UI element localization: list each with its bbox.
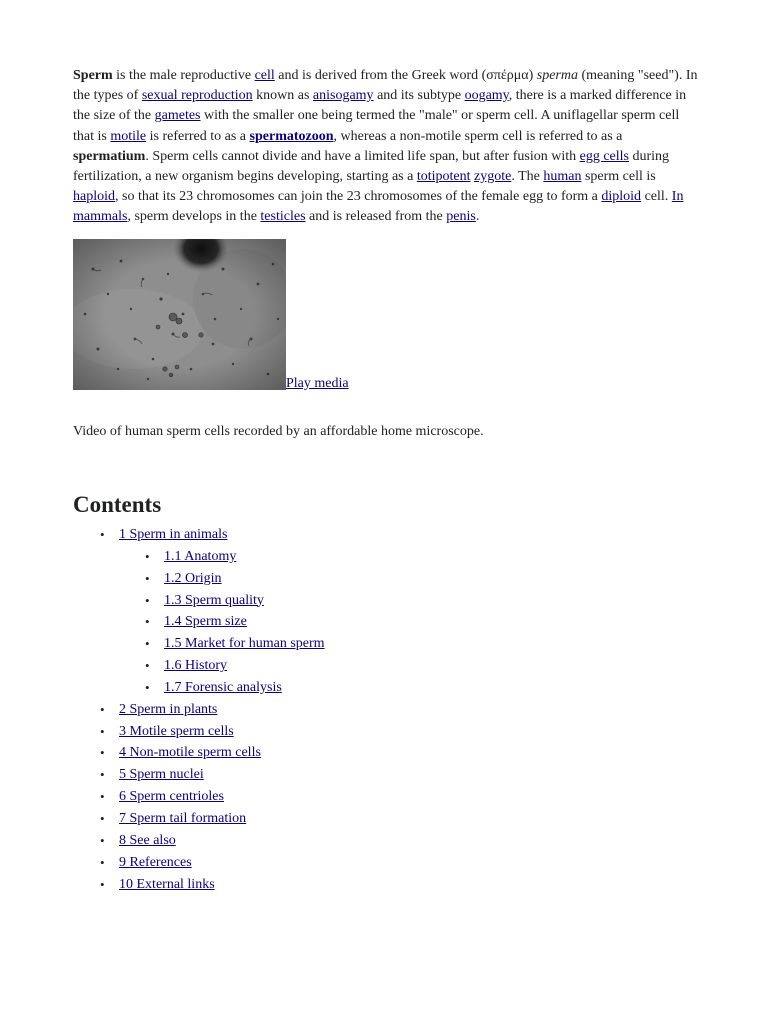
bullet-icon: • [100,854,105,870]
bullet-icon: • [145,636,150,652]
text-run: , there is a marked difference in the size of the [73,88,687,124]
toc-link[interactable]: 1.3 Sperm quality [164,592,264,608]
term-sperma: sperma [536,68,578,83]
text-run: . Sperm cells cannot divide and have a limited life span, but after fusion with [145,148,580,164]
toc-link[interactable]: 8 See also [119,832,176,848]
text-run: , whereas a non-motile sperm cell is referred to as a [333,128,623,144]
link-gametes[interactable]: gametes [154,108,201,124]
toc-item [73,852,673,874]
toc-item [73,633,673,655]
media-block [73,239,698,391]
article-body [73,66,698,391]
link-oogamy[interactable]: oogamy [464,88,509,104]
microscope-image [73,239,286,390]
bullet-icon: • [100,767,105,783]
text-run: sperm cell is [581,169,656,185]
toc-item [73,808,673,830]
toc-link[interactable]: 1.7 Forensic analysis [164,679,282,695]
toc-item [73,830,673,852]
toc-item [73,764,673,786]
toc-link[interactable]: 10 External links [119,876,215,892]
bullet-icon: • [145,658,150,674]
toc-link[interactable]: 3 Motile sperm cells [119,723,234,739]
bullet-icon: • [145,570,150,586]
toc-link[interactable]: 6 Sperm centrioles [119,789,224,805]
text-run: , so that its 23 chromosomes can join the 23 chromosomes of the female egg to form a [115,189,602,205]
text-run: known as [252,88,313,104]
toc-title: Contents [73,492,162,517]
toc-link[interactable]: 1.2 Origin [164,570,222,586]
link-penis[interactable]: penis [446,209,476,225]
toc-item [73,590,673,612]
term-sperm: Sperm [73,68,113,83]
bullet-icon: • [100,723,105,739]
link-totipotent[interactable]: totipotent [416,169,471,185]
toc-item [73,874,673,896]
bullet-icon: • [100,527,105,542]
table-of-contents [73,524,673,895]
link-haploid[interactable]: haploid [73,189,115,205]
play-media-link[interactable]: Play media [286,375,349,391]
bullet-icon: • [145,614,150,630]
toc-link[interactable]: 7 Sperm tail formation [119,810,247,826]
toc-link[interactable]: 1.6 History [164,658,227,674]
toc-item [73,786,673,808]
toc-link[interactable]: 1.1 Anatomy [164,548,237,564]
toc-link[interactable]: 1.5 Market for human sperm [164,636,325,652]
toc-link[interactable]: 2 Sperm in plants [119,701,218,717]
text-run: and is derived from the Greek word (σπέρμα) [274,68,537,83]
text-run: and is released from the [305,209,447,225]
toc-item [73,524,673,546]
text-run: during fertilization, a new organism begins developing, starting as a [73,148,670,185]
link-egg-cells[interactable]: egg cells [579,148,629,164]
toc-item [73,611,673,633]
text-run: and its subtype [373,88,465,104]
text-run: is the male reproductive [112,68,255,83]
toc-list [73,524,673,895]
toc-item [73,699,673,721]
toc-item [73,546,673,568]
toc-link[interactable]: 9 References [119,854,192,870]
video-thumbnail[interactable] [73,239,286,390]
bullet-icon: • [100,701,105,717]
link-spermatozoon-text: spermatozoon [249,128,334,144]
text-run: . [475,209,480,225]
toc-item [73,677,673,699]
text-run: cell. [641,189,672,205]
link-zygote[interactable]: zygote [474,169,512,185]
text-run: . The [511,169,544,185]
link-human[interactable]: human [543,169,582,185]
bullet-icon: • [100,832,105,848]
text-run: is referred to as a [146,128,250,144]
bullet-icon: • [100,745,105,761]
toc-item [73,655,673,677]
link-testicles[interactable]: testicles [260,209,306,225]
text-run: , sperm develops in the [127,209,261,225]
toc-link[interactable]: 4 Non-motile sperm cells [119,745,261,761]
link-cell[interactable]: cell [254,68,275,83]
toc-link[interactable]: 1.4 Sperm size [164,614,247,630]
text-run: with the smaller one being termed the "male" or sperm cell. A uniflagellar sperm cell that is [73,108,680,144]
bullet-icon: • [145,548,150,564]
toc-item [73,721,673,743]
link-sexual-reproduction[interactable]: sexual reproduction [141,88,253,104]
bullet-icon: • [100,876,105,892]
toc-link[interactable]: 1 Sperm in animals [119,527,228,542]
link-in-mammals[interactable]: In mammals [73,189,684,225]
lead-paragraph [73,66,698,228]
bullet-icon: • [100,789,105,805]
toc-item [73,742,673,764]
bullet-icon: • [145,592,150,608]
toc-item [73,568,673,590]
link-spermatozoon[interactable] [250,129,334,144]
link-anisogamy[interactable]: anisogamy [312,88,374,104]
media-caption: Video of human sperm cells recorded by an affordable home microscope. [73,424,484,439]
link-motile[interactable]: motile [110,128,147,144]
term-spermatium: spermatium [73,148,146,164]
link-diploid[interactable]: diploid [601,189,642,205]
bullet-icon: • [145,679,150,695]
text-run: (meaning "seed"). In the types of [73,68,698,104]
toc-link[interactable]: 5 Sperm nuclei [119,767,204,783]
bullet-icon: • [100,810,105,826]
